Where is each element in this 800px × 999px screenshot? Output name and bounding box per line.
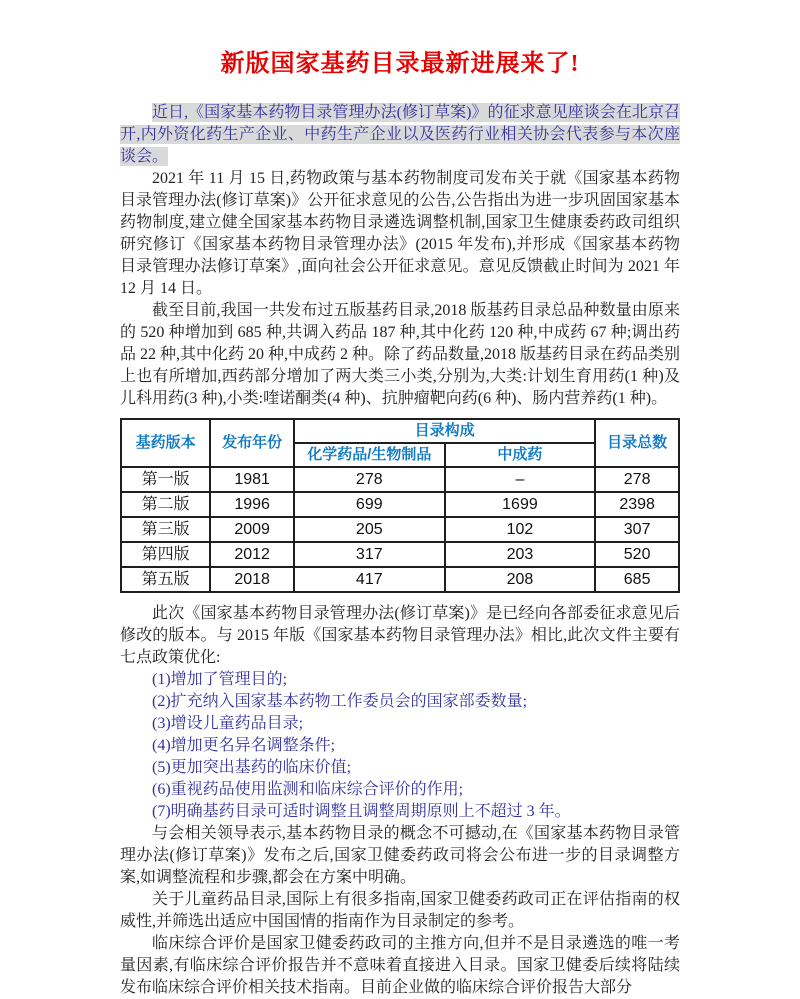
cell-chemical: 699 xyxy=(294,492,445,517)
cell-chemical: 317 xyxy=(294,542,445,567)
col-header-chemical: 化学药品/生物制品 xyxy=(294,443,445,467)
cell-version: 第三版 xyxy=(121,517,210,542)
policy-item: (2)扩充纳入国家基本药物工作委员会的国家部委数量; xyxy=(152,693,528,710)
cell-chemical: 417 xyxy=(294,567,445,592)
policy-item: (7)明确基药目录可适时调整且调整周期原则上不超过 3 年。 xyxy=(152,803,571,820)
paragraph-leaders: 与会相关领导表示,基本药物目录的概念不可撼动,在《国家基本药物目录管理办法(修订草案)》发布之后,国家卫健委药政司将会公布进一步的目录调整方案,如调整流程和步骤,都会在方案中明确。 xyxy=(120,825,680,886)
cell-year: 2009 xyxy=(210,517,294,542)
policy-items-list xyxy=(120,669,680,823)
cell-total: 307 xyxy=(595,517,679,542)
table-header xyxy=(121,419,679,467)
policy-item: (5)更加突出基药的临床价值; xyxy=(152,759,352,776)
cell-chemical: 278 xyxy=(294,467,445,492)
col-header-year: 发布年份 xyxy=(210,419,294,467)
intro-highlight-paragraph xyxy=(120,102,680,168)
table-row xyxy=(121,517,679,542)
page-title: 新版国家基药目录最新进展来了! xyxy=(220,51,580,77)
cell-version: 第二版 xyxy=(121,492,210,517)
cell-tcm: 1699 xyxy=(445,492,596,517)
paragraph-history: 截至目前,我国一共发布过五版基药目录,2018 版基药目录总品种数量由原来的 520 种增加到 685 种,共调入药品 187 种,其中化药 120 种,中成药 67 种;调出药品 22 种,其中化药 20 种,中成药 2 种。除了药品数量,2018 版基药目录在药品类别上也有所增加,西药部分增加了两大类三小类,分别为,大类:计划生育用药(1 种)及儿科用药(3 种),小类:喹诺酮类(4 种)、抗肿瘤靶向药(6 种)、肠内营养药(1 种)。 xyxy=(120,302,681,407)
cell-tcm: 203 xyxy=(445,542,596,567)
table-row xyxy=(121,542,679,567)
paragraph-clinical: 临床综合评价是国家卫健委药政司的主推方向,但并不是目录遴选的唯一考量因素,有临床综合评价报告并不意味着直接进入目录。国家卫健委后续将陆续发布临床综合评价相关技术指南。目前企业做的临床综合评价报告大部分 xyxy=(120,935,680,996)
policy-item: (4)增加更名异名调整条件; xyxy=(152,737,336,754)
basic-drug-catalog-table xyxy=(120,418,680,593)
col-header-composition: 目录构成 xyxy=(294,419,595,443)
cell-year: 1981 xyxy=(210,467,294,492)
cell-total: 520 xyxy=(595,542,679,567)
table-row xyxy=(121,467,679,492)
cell-version: 第五版 xyxy=(121,567,210,592)
cell-tcm: 208 xyxy=(445,567,596,592)
col-header-version: 基药版本 xyxy=(121,419,210,467)
cell-total: 278 xyxy=(595,467,679,492)
highlighted-text: 近日,《国家基本药物目录管理办法(修订草案)》的征求意见座谈会在北京召开,内外资化药生产企业、中药生产企业以及医药行业相关协会代表参与本次座谈会。 xyxy=(120,104,680,165)
paragraph-announcement: 2021 年 11 月 15 日,药物政策与基本药物制度司发布关于就《国家基本药物目录管理办法(修订草案)》公开征求意见的公告,公告指出为进一步巩固国家基本药物制度,建立健全国家基本药物目录遴选调整机制,国家卫生健康委药政司组织研究修订《国家基本药物目录管理办法》(2015 年发布),并形成《国家基本药物目录管理办法修订草案》,面向社会公开征求意见。意见反馈截止时间为 2021 年 12 月 14 日。 xyxy=(120,170,680,297)
paragraph-revision: 此次《国家基本药物目录管理办法(修订草案)》是已经向各部委征求意见后修改的版本。与 2015 年版《国家基本药物目录管理办法》相比,此次文件主要有七点政策优化: xyxy=(120,605,680,666)
cell-version: 第一版 xyxy=(121,467,210,492)
table-row xyxy=(121,492,679,517)
paragraph-children: 关于儿童药品目录,国际上有很多指南,国家卫健委药政司正在评估指南的权威性,并筛选出适应中国国情的指南作为目录制定的参考。 xyxy=(120,891,680,930)
cell-total: 2398 xyxy=(595,492,679,517)
cell-year: 2012 xyxy=(210,542,294,567)
col-header-tcm: 中成药 xyxy=(445,443,596,467)
table-row xyxy=(121,567,679,592)
policy-item: (6)重视药品使用监测和临床综合评价的作用; xyxy=(152,781,464,798)
cell-tcm: 102 xyxy=(445,517,596,542)
policy-item: (3)增设儿童药品目录; xyxy=(152,715,304,732)
cell-chemical: 205 xyxy=(294,517,445,542)
cell-tcm: – xyxy=(445,467,596,492)
cell-total: 685 xyxy=(595,567,679,592)
cell-year: 1996 xyxy=(210,492,294,517)
col-header-total: 目录总数 xyxy=(595,419,679,467)
cell-version: 第四版 xyxy=(121,542,210,567)
policy-item: (1)增加了管理目的; xyxy=(152,671,288,688)
cell-year: 2018 xyxy=(210,567,294,592)
